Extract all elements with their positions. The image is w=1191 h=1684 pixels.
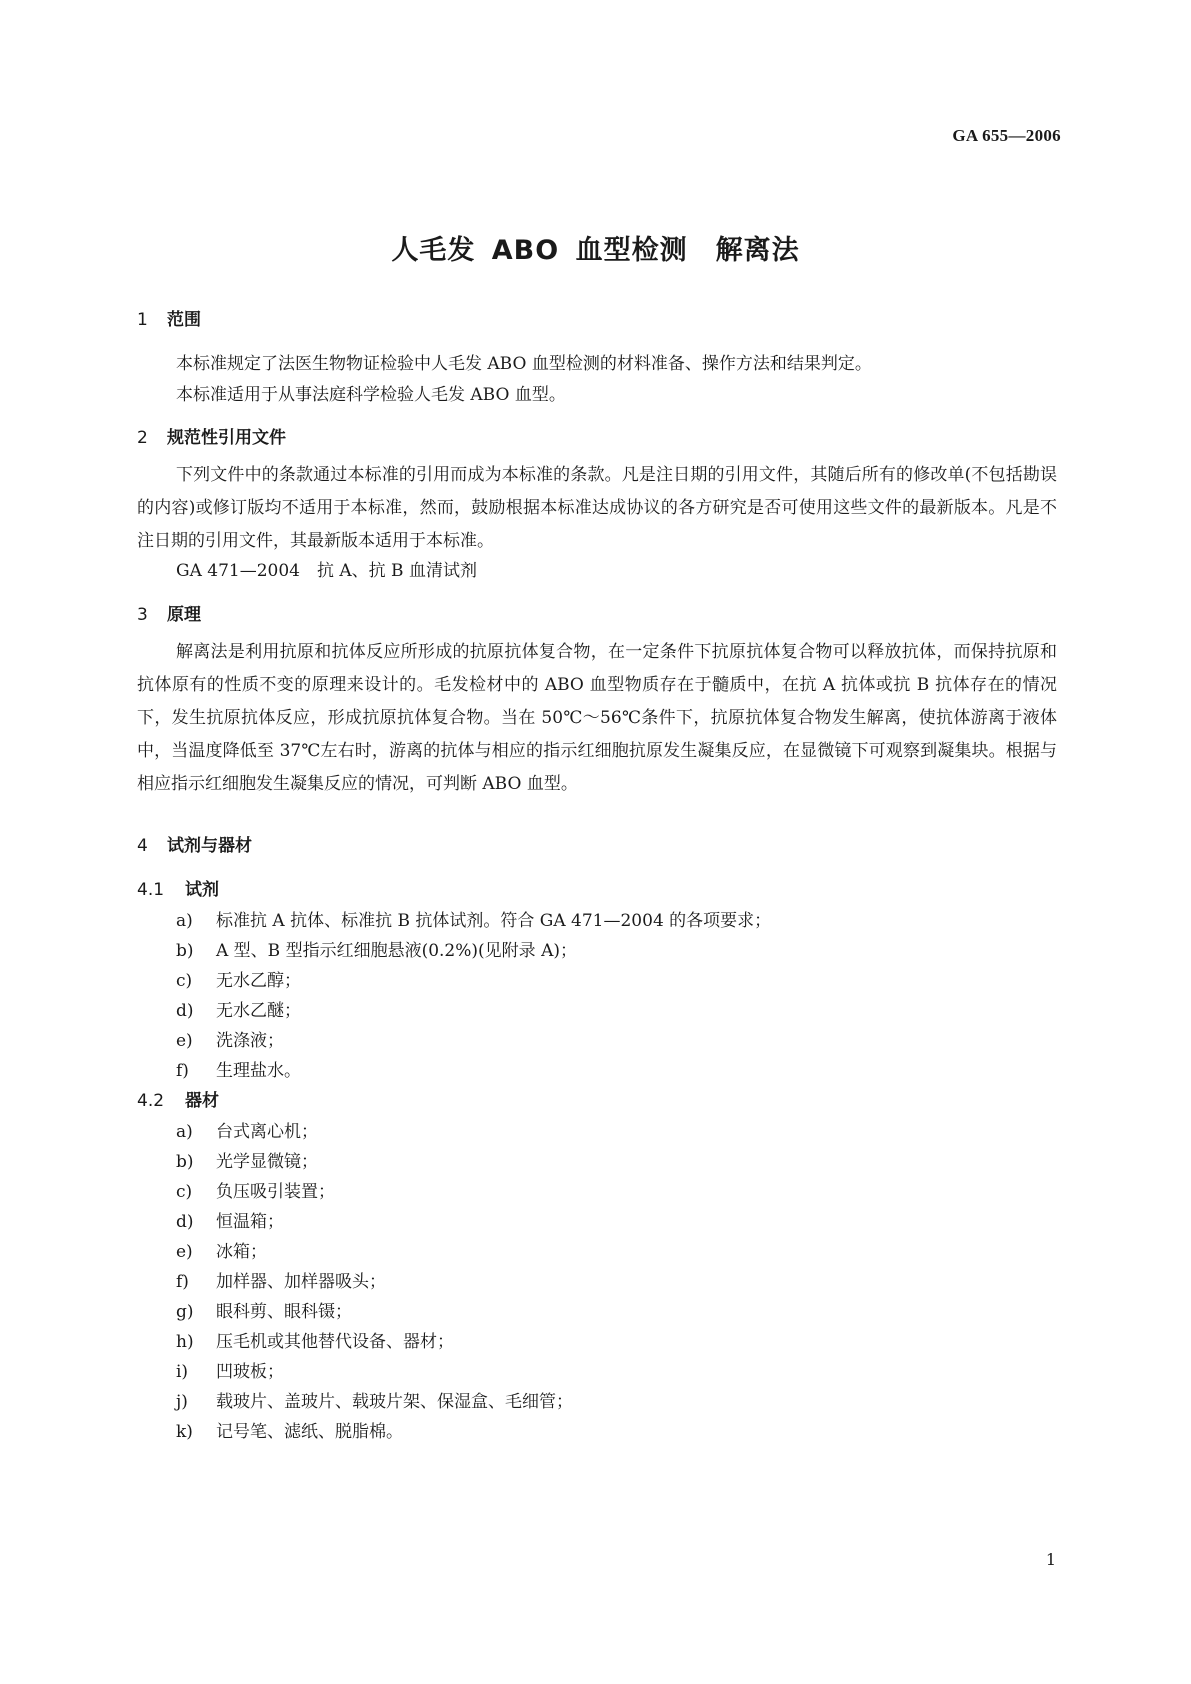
list-item: a) 台式离心机；: [176, 1122, 318, 1142]
section-2-paragraph-1: 下列文件中的条款通过本标准的引用而成为本标准的条款。凡是注日期的引用文件，其随后所有的修改单(不包括勘误的内容)或修订版均不适用于本标准，然而，鼓励根据本标准达成协议的各方研究是否可使用这些文件的最新版本。凡是不注日期的引用文件，其最新版本适用于本标准。: [137, 465, 1057, 551]
list-item: f) 加样器、加样器吸头；: [176, 1272, 386, 1292]
section-4-heading: [137, 831, 252, 856]
page-number: 1: [1045, 1550, 1056, 1569]
section-1-paragraph-2: 本标准适用于从事法庭科学检验人毛发 ABO 血型。: [176, 385, 566, 405]
list-item: k) 记号笔、滤纸、脱脂棉。: [176, 1422, 403, 1442]
section-2-heading: [137, 423, 286, 448]
list-item: b) A 型、B 型指示红细胞悬液(0.2%)(见附录 A)；: [176, 941, 577, 961]
list-item: a) 标准抗 A 抗体、标准抗 B 抗体试剂。符合 GA 471—2004 的各项要求；: [176, 911, 772, 931]
list-item: d) 无水乙醚；: [176, 1001, 301, 1021]
list-item: e) 冰箱；: [176, 1242, 267, 1262]
document-title: 人毛发 ABO 血型检测 解离法: [391, 235, 800, 266]
list-item: e) 洗涤液；: [176, 1031, 284, 1051]
list-item: c) 负压吸引装置；: [176, 1182, 335, 1202]
list-item: f) 生理盐水。: [176, 1061, 301, 1081]
list-item: d) 恒温箱；: [176, 1212, 284, 1232]
section-number: 4: [137, 836, 148, 856]
list-item: b) 光学显微镜；: [176, 1152, 318, 1172]
section-3-paragraph-1: 解离法是利用抗原和抗体反应所形成的抗原抗体复合物，在一定条件下抗原抗体复合物可以释放抗体，而保持抗原和抗体原有的性质不变的原理来设计的。毛发检材中的 ABO 血型物质存在于髓质中，在抗 A 抗体或抗 B 抗体存在的情况下，发生抗原抗体反应，形成抗原抗体复合物。当在 50℃～56℃条件下，抗原抗体复合物发生解离，使抗体游离于液体中，当温度降低至 37℃左右时，游离的抗体与相应的指示红细胞抗原发生凝集反应，在显微镜下可观察到凝集块。根据与相应指示红细胞发生凝集反应的情况，可判断 ABO 血型。: [137, 642, 1057, 794]
subsection-4-2-heading: [137, 1086, 219, 1111]
standard-number: GA 655—2006: [952, 126, 1061, 145]
list-item: i) 凹玻板；: [176, 1362, 284, 1382]
section-1-paragraph-1: 本标准规定了法医生物物证检验中人毛发 ABO 血型检测的材料准备、操作方法和结果判定。: [176, 354, 872, 374]
section-3-heading: [137, 600, 201, 625]
subsection-4-1-heading: [137, 875, 219, 900]
section-number: 2: [137, 428, 148, 448]
list-item: j) 载玻片、盖玻片、载玻片架、保湿盒、毛细管；: [176, 1392, 573, 1412]
section-number: 3: [137, 605, 148, 625]
section-title: 原理: [167, 605, 201, 625]
list-item: h) 压毛机或其他替代设备、器材；: [176, 1332, 454, 1352]
subsection-number: 4.2: [137, 1091, 165, 1111]
section-2-reference: GA 471—2004 抗 A、抗 B 血清试剂: [176, 561, 477, 581]
section-title: 范围: [167, 310, 201, 330]
section-title: 试剂与器材: [167, 836, 252, 856]
subsection-title: 器材: [185, 1091, 219, 1111]
section-1-heading: [137, 305, 201, 330]
section-title: 规范性引用文件: [167, 428, 286, 448]
section-number: 1: [137, 310, 148, 330]
list-item: g) 眼科剪、眼科镊；: [176, 1302, 352, 1322]
subsection-number: 4.1: [137, 880, 165, 900]
subsection-title: 试剂: [185, 880, 219, 900]
list-item: c) 无水乙醇；: [176, 971, 301, 991]
